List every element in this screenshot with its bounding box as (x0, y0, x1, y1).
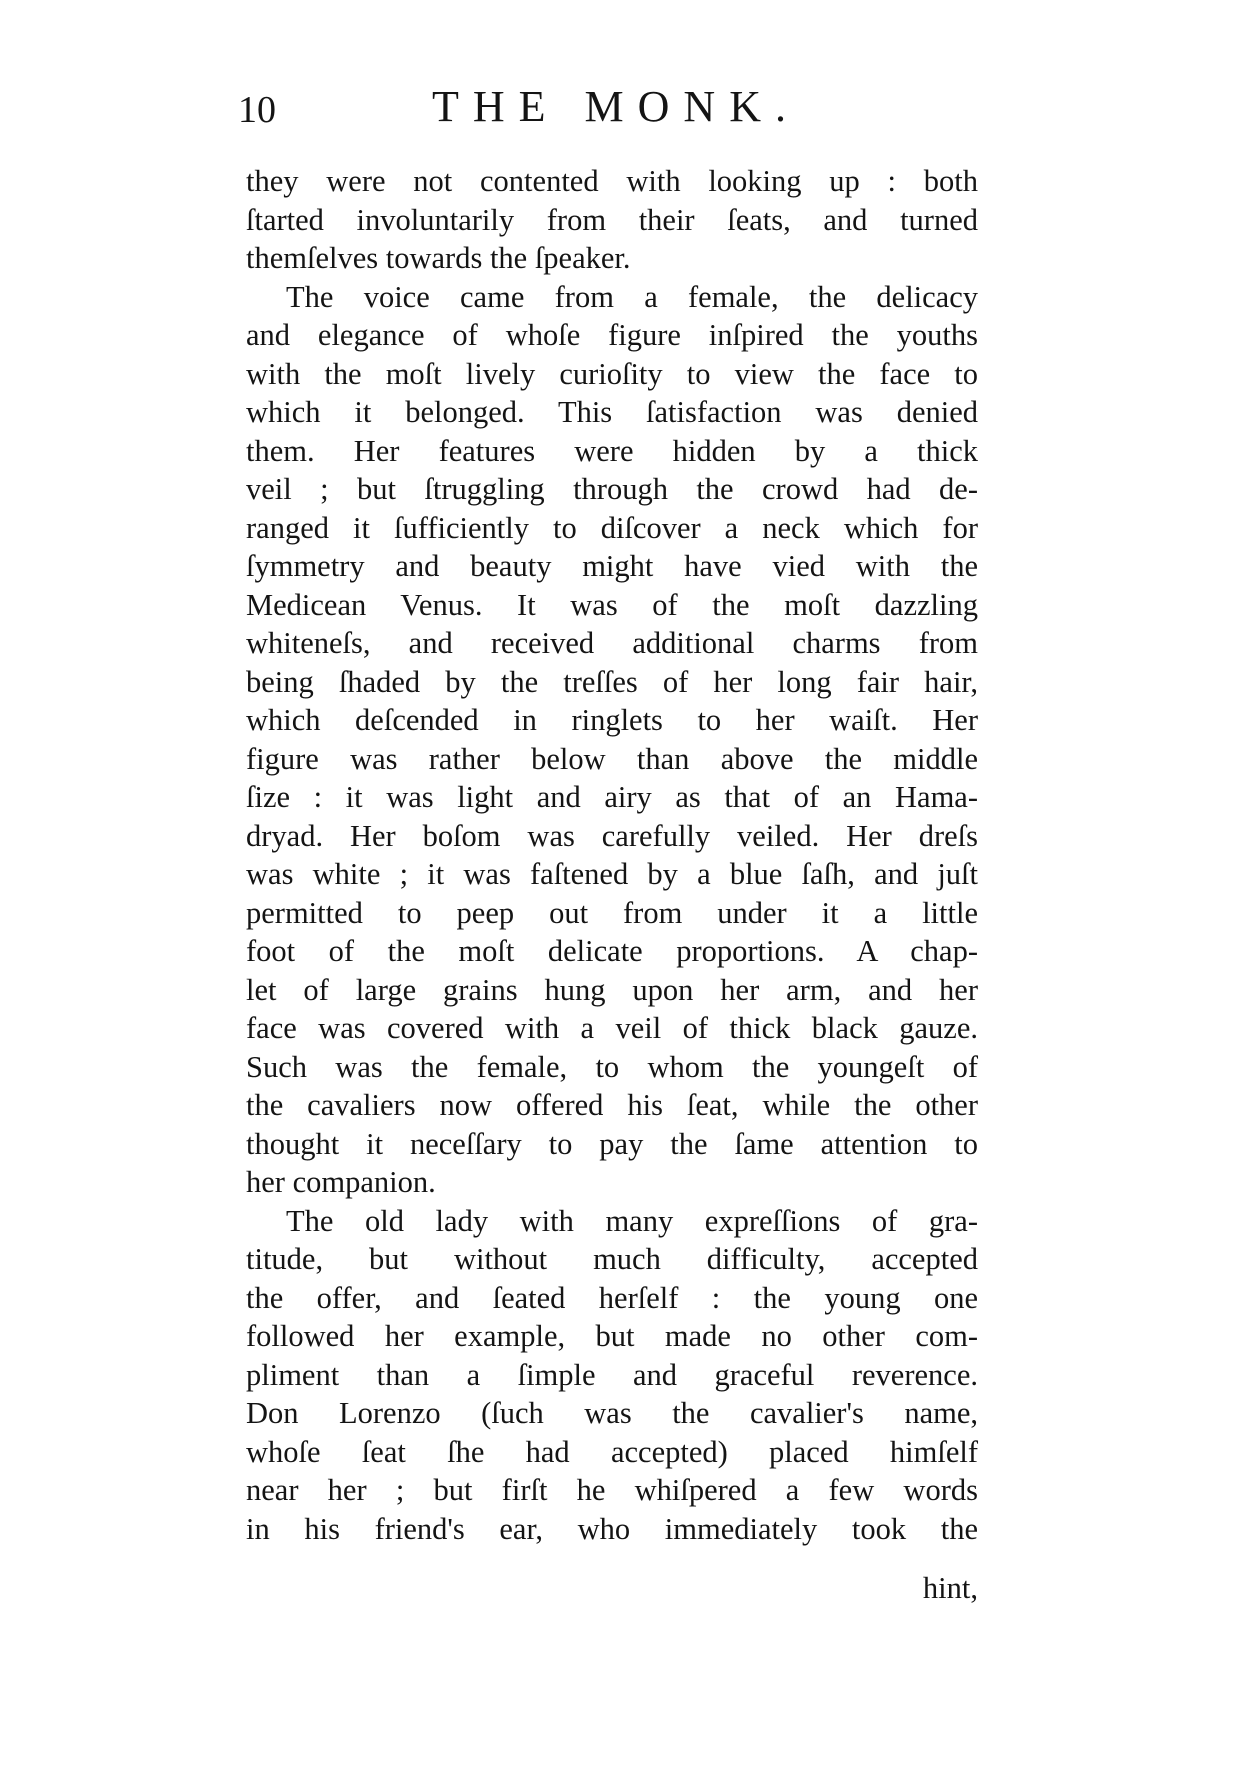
text-line: thought it neceſſary to pay the ſame attention to (246, 1126, 978, 1161)
text-line: veil ; but ſtruggling through the crowd had de- (246, 472, 978, 506)
text-line: near her ; but firſt he whiſpered a few words (246, 1473, 978, 1507)
text-line: the cavaliers now offered his ſeat, while the other (246, 1088, 978, 1122)
text-line: titude, but without much difficulty, accepted (246, 1242, 978, 1276)
text-line: figure was rather below than above the middle (246, 741, 978, 776)
text-line: and elegance of whoſe figure inſpired the youths (246, 318, 978, 352)
text-line: The voice came from a female, the delicacy (286, 279, 978, 314)
page-number: 10 (238, 89, 276, 131)
text-line: in his friend's ear, who immediately took the (246, 1511, 978, 1546)
text-line: dryad. Her boſom was carefully veiled. Her dreſs (246, 818, 978, 853)
text-line: themſelves towards the ſpeaker. (246, 241, 631, 275)
text-line: Don Lorenzo (ſuch was the cavalier's name, (246, 1396, 978, 1430)
text-line: which it belonged. This ſatisfaction was denied (246, 395, 978, 429)
text-line: let of large grains hung upon her arm, and her (246, 972, 978, 1007)
text-line: Medicean Venus. It was of the moſt dazzling (246, 587, 978, 622)
text-line: the offer, and ſeated herſelf : the young one (246, 1280, 978, 1315)
text-line: face was covered with a veil of thick black gauze. (246, 1011, 978, 1045)
text-line: pliment than a ſimple and graceful reverence. (246, 1357, 978, 1392)
text-line: ſize : it was light and airy as that of an Hama- (246, 780, 978, 814)
text-line: Such was the female, to whom the youngeſt of (246, 1049, 978, 1084)
running-title: THE MONK. (432, 82, 800, 131)
text-line: they were not contented with looking up : both (246, 164, 978, 198)
text-line: being ſhaded by the treſſes of her long fair hair, (246, 664, 978, 699)
catchword: hint, (922, 1571, 978, 1605)
text-line: ſtarted involuntarily from their ſeats, and turned (246, 202, 978, 237)
text-line: permitted to peep out from under it a little (246, 895, 978, 930)
text-line: whoſe ſeat ſhe had accepted) placed himſelf (246, 1434, 978, 1469)
text-line: them. Her features were hidden by a thick (246, 433, 978, 468)
text-line: which deſcended in ringlets to her waiſt. Her (246, 703, 978, 737)
text-line: foot of the moſt delicate proportions. A chap- (246, 934, 978, 968)
text-line: was white ; it was faſtened by a blue ſaſh, and juſt (246, 857, 978, 891)
text-line: ranged it ſufficiently to diſcover a neck which for (246, 510, 978, 545)
text-line: with the moſt lively curioſity to view the face to (246, 356, 978, 391)
text-line: whiteneſs, and received additional charms from (246, 626, 978, 660)
body-text (246, 162, 978, 1548)
text-line: followed her example, but made no other com- (246, 1319, 978, 1353)
text-line: The old lady with many expreſſions of gra- (286, 1203, 978, 1238)
text-line: ſymmetry and beauty might have vied with the (246, 549, 978, 583)
text-line: her companion. (246, 1165, 436, 1199)
